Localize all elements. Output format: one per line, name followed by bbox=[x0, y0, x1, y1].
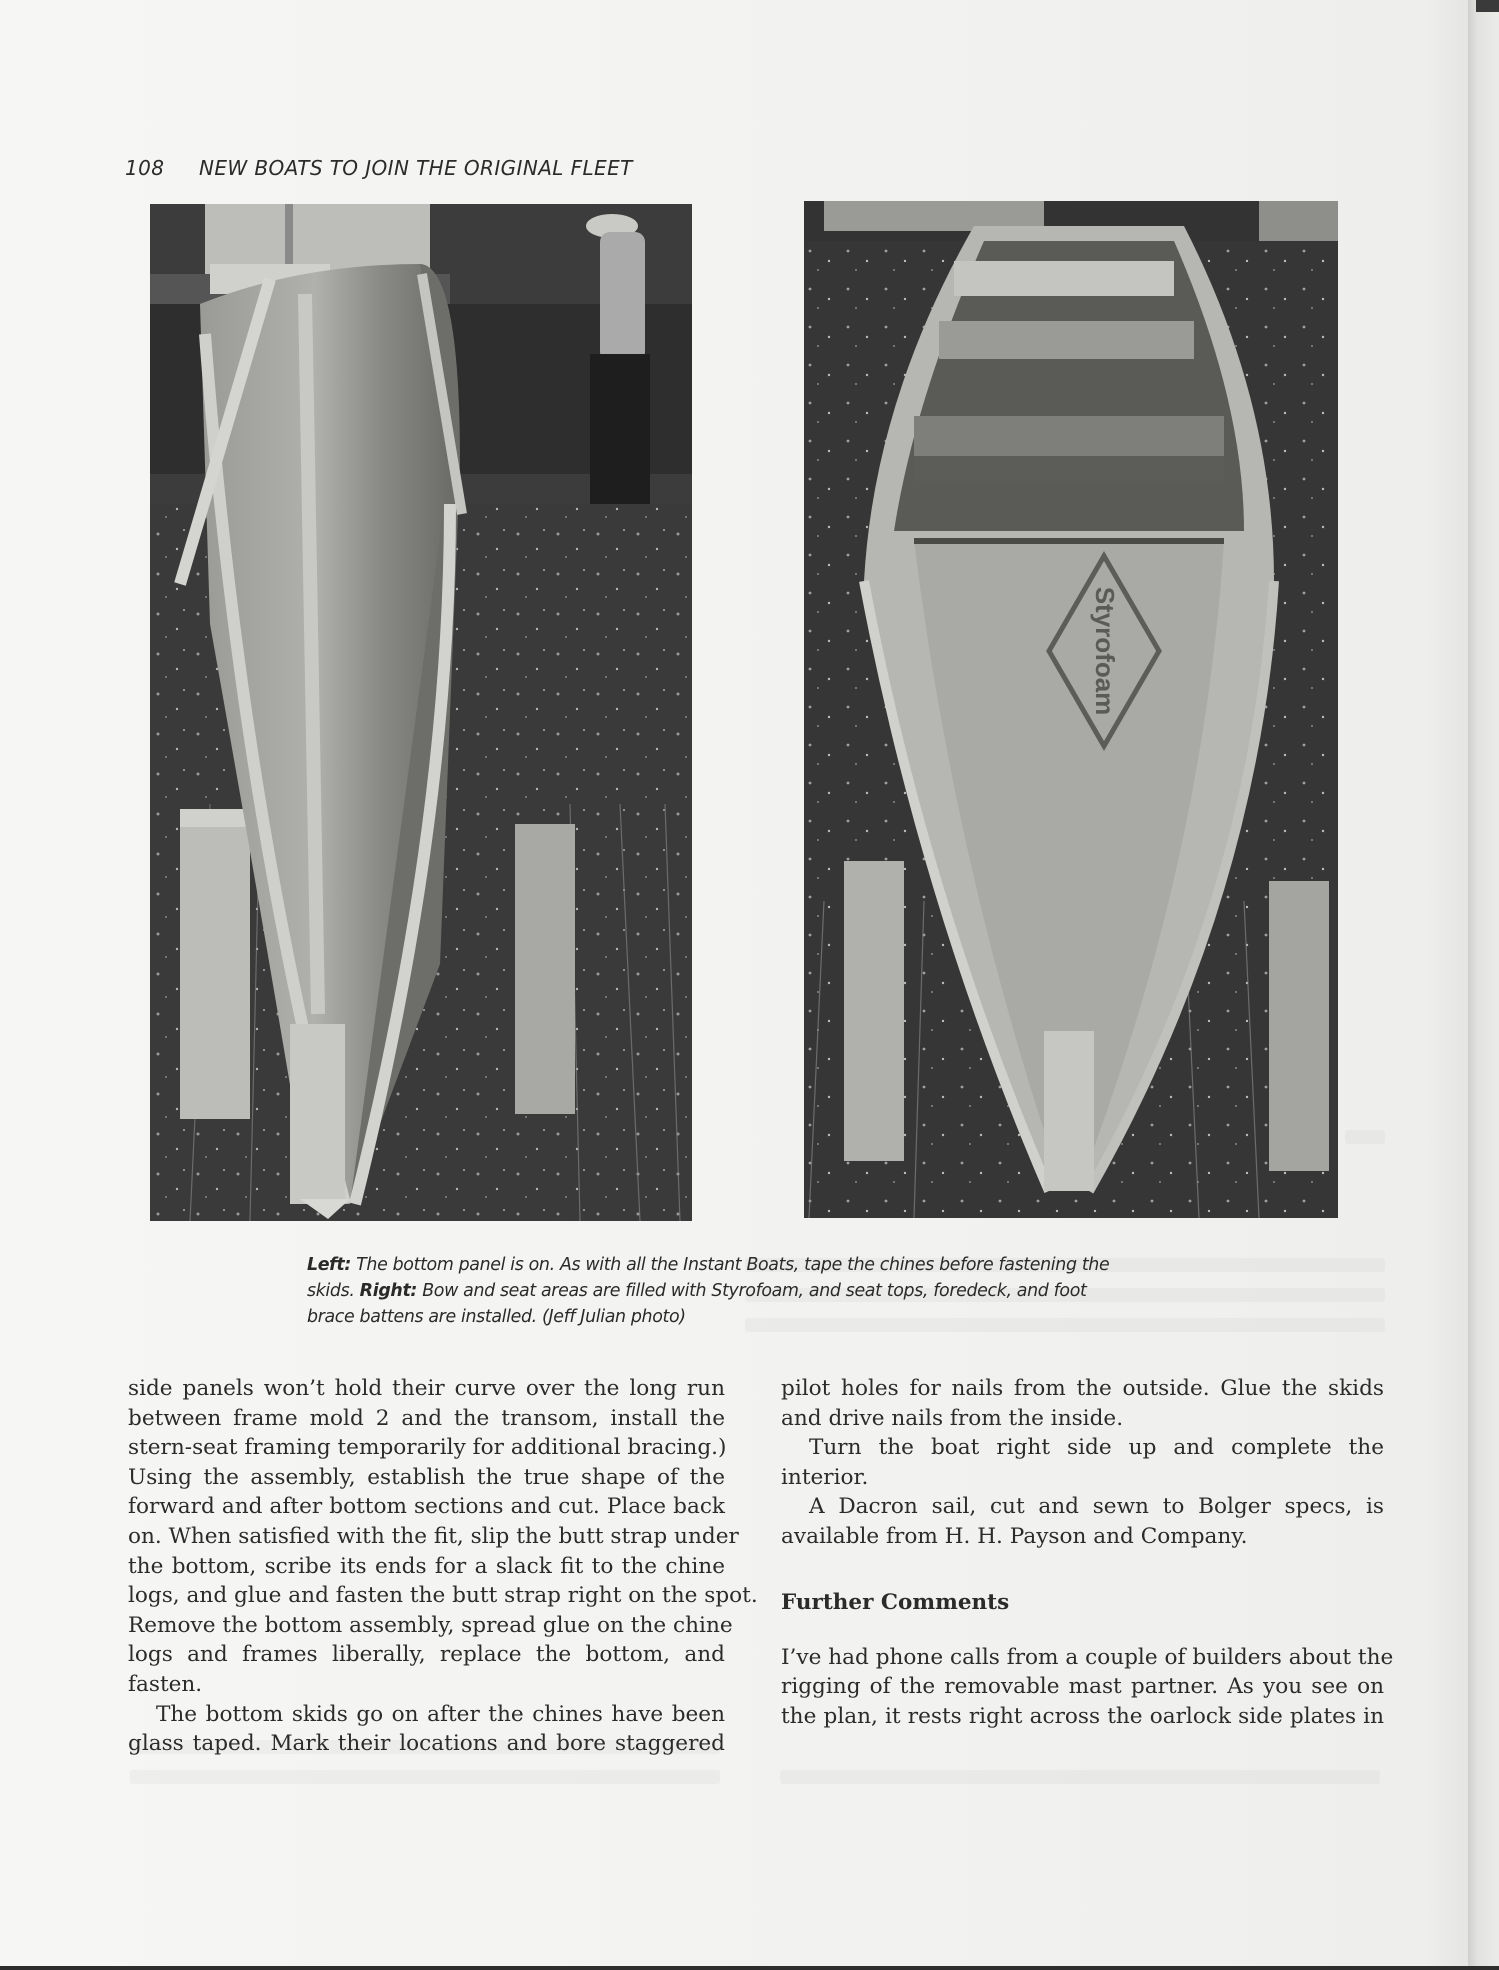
text-line: and drive nails from the inside. bbox=[781, 1405, 1124, 1431]
svg-text:Styrofoam: Styrofoam bbox=[1090, 586, 1120, 716]
text-line: rigging of the removable mast partner. As you see on bbox=[781, 1674, 1384, 1700]
photo-right-hull-interior bbox=[804, 201, 1338, 1218]
body-column-right bbox=[781, 1374, 1394, 1731]
text-line: interior. bbox=[781, 1464, 869, 1490]
caption-right-label: Right: bbox=[359, 1281, 418, 1301]
text-line: The bottom skids go on after the chines have been bbox=[156, 1701, 725, 1727]
body-column-left bbox=[128, 1374, 758, 1759]
caption-left-label: Left: bbox=[307, 1255, 351, 1275]
text-line: Remove the bottom assembly, spread glue on the chine bbox=[128, 1612, 733, 1638]
text-line: side panels won’t hold their curve over the long run bbox=[128, 1376, 725, 1401]
text-line: logs and frames liberally, replace the bottom, and bbox=[128, 1642, 725, 1668]
text-line: available from H. H. Payson and Company. bbox=[781, 1523, 1248, 1549]
text-line: stern-seat framing temporarily for additional bracing.) bbox=[128, 1435, 727, 1461]
text-line: Turn the boat right side up and complete the bbox=[809, 1435, 1384, 1461]
text-line: on. When satisfied with the fit, slip the butt strap under bbox=[128, 1523, 739, 1549]
text-line: the bottom, scribe its ends for a slack fit to the chine bbox=[128, 1553, 725, 1579]
boat-hull-image bbox=[150, 204, 692, 1221]
text-line: between frame mold 2 and the transom, install the bbox=[128, 1405, 725, 1431]
caption-line-3: brace battens are installed. (Jeff Julian photo) bbox=[307, 1307, 686, 1327]
text-line: I’ve had phone calls from a couple of builders about the bbox=[781, 1644, 1394, 1670]
section-heading-further-comments: Further Comments bbox=[781, 1589, 1010, 1615]
page-number: 108 bbox=[125, 156, 165, 180]
text-line: the plan, it rests right across the oarlock side plates in bbox=[781, 1703, 1384, 1729]
caption-line-1: Left: The bottom panel is on. As with all the Instant Boats, tape the chines before fastening the bbox=[307, 1255, 1110, 1275]
text-line: glass taped. Mark their locations and bore staggered bbox=[128, 1731, 725, 1757]
caption-line-2: skids. Right: Bow and seat areas are filled with Styrofoam, and seat tops, foredeck, and foot bbox=[307, 1281, 1087, 1301]
text-line: A Dacron sail, cut and sewn to Bolger specs, is bbox=[809, 1494, 1384, 1520]
text-line: logs, and glue and fasten the butt strap right on the spot. bbox=[128, 1583, 758, 1609]
figure-caption bbox=[307, 1252, 1217, 1330]
text-line: Using the assembly, establish the true shape of the bbox=[128, 1464, 725, 1490]
text-line: forward and after bottom sections and cut. Place back bbox=[128, 1494, 725, 1520]
running-head bbox=[125, 156, 633, 180]
scan-border-top bbox=[1476, 0, 1499, 12]
scan-border-bottom bbox=[0, 1966, 1499, 1970]
photo-left-hull-upside-down bbox=[150, 204, 692, 1221]
text-line: pilot holes for nails from the outside. Glue the skids bbox=[781, 1376, 1384, 1401]
text-line: fasten. bbox=[128, 1671, 203, 1697]
boat-interior-image bbox=[804, 201, 1338, 1218]
chapter-title: NEW BOATS TO JOIN THE ORIGINAL FLEET bbox=[199, 156, 633, 180]
page-edge-shadow bbox=[1468, 0, 1499, 1970]
